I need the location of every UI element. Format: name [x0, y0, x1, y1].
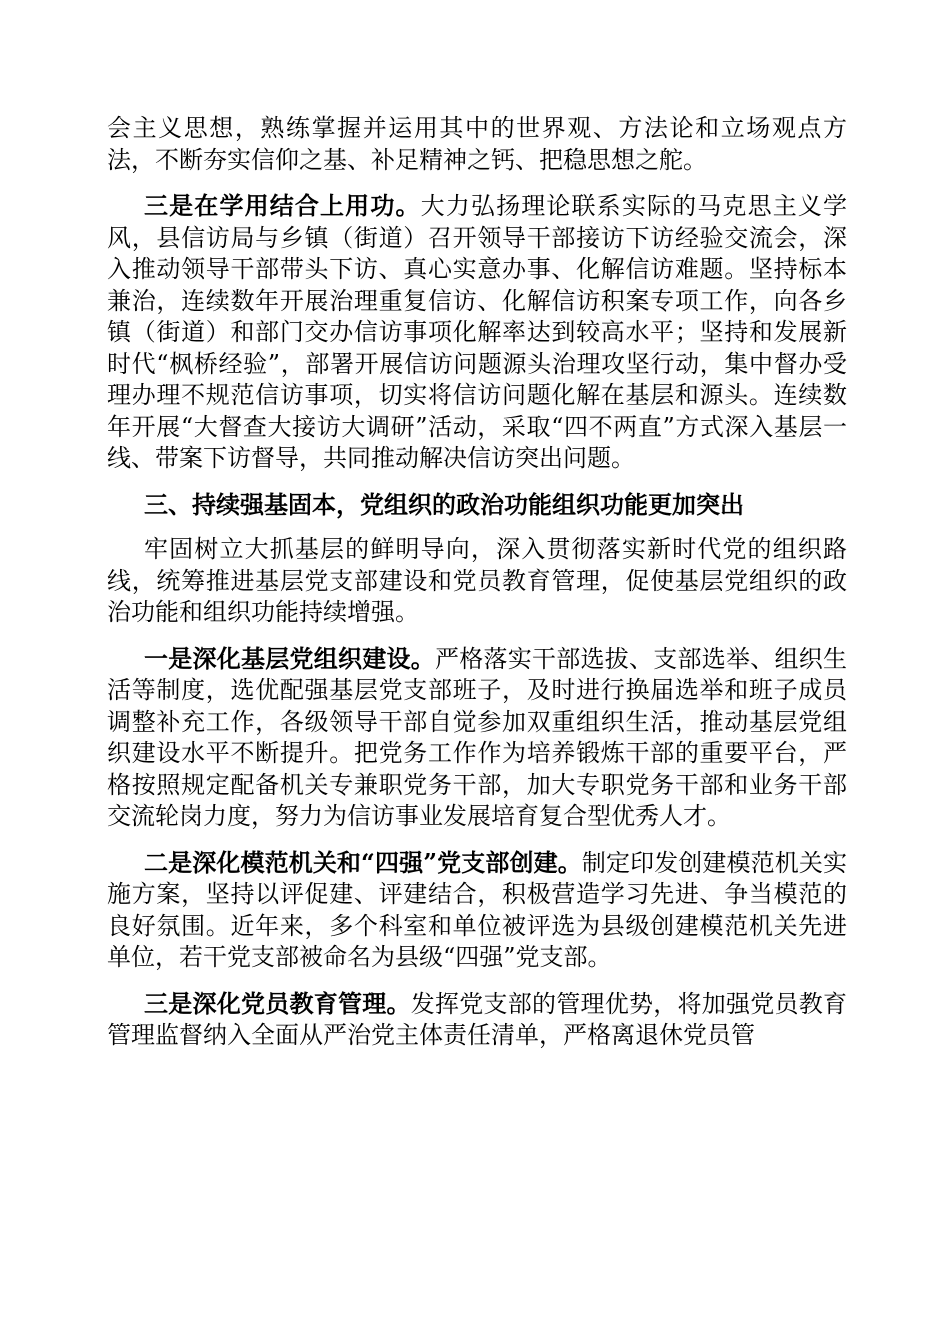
- paragraph-member-education: [107, 988, 847, 1052]
- paragraph-lead: 三是在学用结合上用功。: [144, 191, 421, 220]
- paragraph-model-organ: [107, 847, 847, 974]
- paragraph-body: 牢固树立大抓基层的鲜明导向，深入贯彻落实新时代党的组织路线，统筹推进基层党支部建设和党员教育管理，促使基层党组织的政治功能和组织功能持续增强。: [107, 535, 847, 626]
- paragraph-lead: 二是深化模范机关和“四强”党支部创建。: [144, 847, 582, 877]
- paragraph-body: 大力弘扬理论联系实际的马克思主义学风，县信访局与乡镇（街道）召开领导干部接访下访经验交流会，深入推动领导干部带头下访、真心实意办事、化解信访难题。坚持标本兼治，连续数年开展治理重复信访、化解信访积案专项工作，向各乡镇（街道）和部门交办信访事项化解率达到较高水平；坚持和发展新时代“枫桥经验”，部署开展信访问题源头治理攻坚行动，集中督办受理办理不规范信访事项，切实将信访问题化解在基层和源头。连续数年开展“大督查大接访大调研”活动，采取“四不两直”方式深入基层一线、带案下访督导，共同推动解决信访突出问题。: [107, 192, 848, 472]
- section-heading: 三、持续强基固本，党组织的政治功能组织功能更加突出: [144, 489, 744, 519]
- paragraph-lead: 三是深化党员教育管理。: [144, 988, 411, 1018]
- paragraph-org-building: [107, 643, 847, 833]
- paragraph-body: 会主义思想，熟练掌握并运用其中的世界观、方法论和立场观点方法，不断夯实信仰之基、补足精神之钙、把稳思想之舵。: [107, 114, 847, 174]
- paragraph-body: 发挥党支部的管理优势，将加强党员教育管理监督纳入全面从严治党主体责任清单，严格离退休党员管: [107, 989, 847, 1049]
- document-page: [107, 113, 847, 1066]
- paragraph-body: 制定印发创建模范机关实施方案，坚持以评促建、评建结合，积极营造学习先进、争当模范的良好氛围。近年来，多个科室和单位被评选为县级创建模范机关先进单位，若干党支部被命名为县级“四强”党支部。: [107, 848, 848, 971]
- paragraph-lead: 一是深化基层党组织建设。: [144, 643, 435, 673]
- paragraph-study-application: [107, 190, 847, 475]
- paragraph-body: 严格落实干部选拔、支部选举、组织生活等制度，选优配强基层党支部班子，及时进行换届选举和班子成员调整补充工作，各级领导干部自觉参加双重组织生活，推动基层党组织建设水平不断提升。把党务工作作为培养锻炼干部的重要平台，严格按照规定配备机关专兼职党务干部，加大专职党务干部和业务干部交流轮岗力度，努力为信访事业发展培育复合型优秀人才。: [107, 644, 847, 830]
- paragraph-continuation: [107, 113, 847, 176]
- paragraph-section-intro: [107, 534, 847, 629]
